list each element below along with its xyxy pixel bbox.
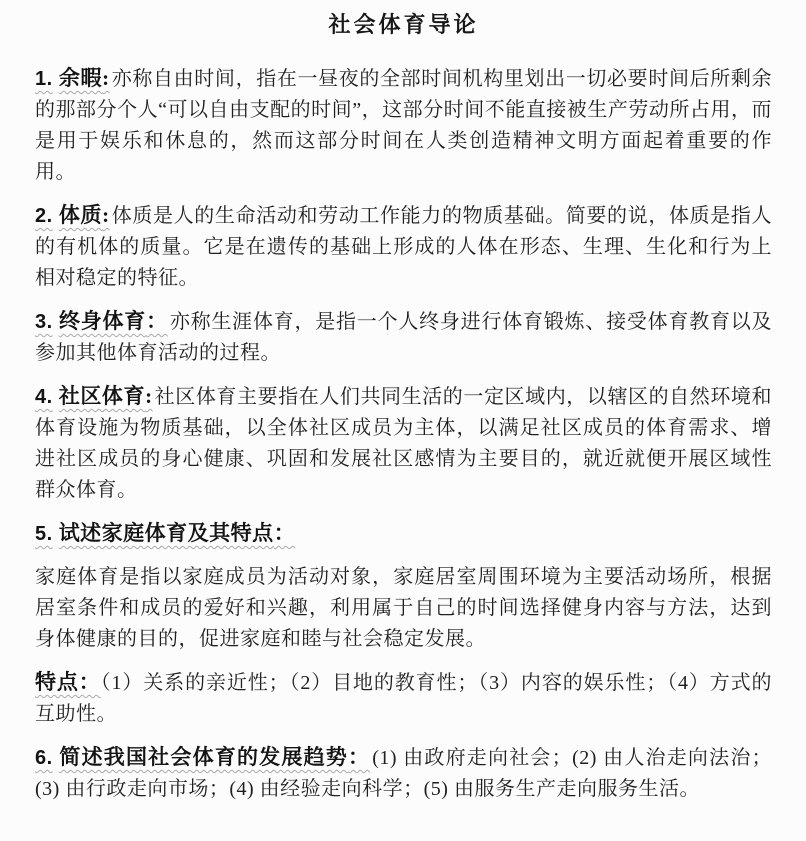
- item-6-body: (1) 由政府走向社会；(2) 由人治走向法治；(3) 由行政走向市场；(4) 由经验走向科学；(5) 由服务生产走向服务生活。: [35, 747, 773, 800]
- item-6-number: 6.: [35, 747, 53, 769]
- item-2-body: 体质是人的生命活动和劳动工作能力的物质基础。简要的说，体质是指人的有机体的质量。它是在遗传的基础上形成的人体在形态、生理、生化和行为上相对稳定的特征。: [35, 205, 773, 289]
- features-line: [35, 667, 772, 730]
- item-4-number: 4.: [35, 386, 53, 408]
- document-title: 社会体育导论: [328, 12, 479, 37]
- item-3-body: 亦称生涯体育，是指一个人终身进行体育锻炼、接受体育教育以及参加其他体育活动的过程。: [35, 311, 773, 364]
- item-5-term: 试述家庭体育及其特点: [58, 521, 274, 545]
- item-3-number: 3.: [35, 311, 53, 333]
- item-2-colon: :: [102, 203, 110, 227]
- question-item-5: [35, 518, 772, 550]
- item-3-heading: [35, 309, 170, 333]
- item-3-term: 终身体育: [58, 309, 147, 333]
- item-4-term: 社区体育: [58, 384, 146, 408]
- item-2-number: 2.: [35, 205, 53, 227]
- item-1-heading: [35, 66, 112, 90]
- item-6-heading: [35, 745, 372, 769]
- question-item-6: [35, 742, 772, 805]
- item-1-colon: :: [102, 66, 110, 90]
- features-label: 特点：: [35, 670, 101, 694]
- item-5-colon: ：: [273, 521, 296, 545]
- item-2-term: 体质: [58, 203, 103, 227]
- item-4-body: 社区体育主要指在人们共同生活的一定区域内，以辖区的自然环境和体育设施为物质基础，以全体社区成员为主体，以满足社区成员的体育需求、增进社区成员的身心健康、巩固和发展社区感情为主要目的，就近就便开展区域性群众体育。: [35, 386, 773, 501]
- item-5-heading: [35, 521, 297, 545]
- definition-item-2: [35, 200, 772, 294]
- item-1-body: 亦称自由时间，指在一昼夜的全部时间机构里划出一切必要时间后所剩余的那部分个人“可以自由支配的时间”，这部分时间不能直接被生产劳动所占用，而是用于娱乐和休息的，然而这部分时间在人类创造精神文明方面起着重要的作用。: [35, 68, 773, 183]
- item-1-term: 余暇: [58, 66, 103, 90]
- item-6-term: 简述我国社会体育的发展趋势: [58, 745, 348, 769]
- definition-item-4: [35, 381, 772, 506]
- item-5-number: 5.: [35, 523, 53, 545]
- item-2-heading: [35, 203, 112, 227]
- item-3-colon: ：: [146, 309, 168, 333]
- item-4-heading: [35, 384, 155, 408]
- item-1-number: 1.: [35, 68, 53, 90]
- features-body: （1）关系的亲近性；（2）目地的教育性；（3）内容的娱乐性；（4）方式的互助性。: [35, 672, 773, 725]
- item-6-colon: ：: [347, 745, 371, 769]
- definition-item-3: [35, 306, 772, 369]
- item-4-colon: :: [145, 384, 153, 408]
- definition-item-1: [35, 63, 772, 188]
- family-sport-paragraph: 家庭体育是指以家庭成员为活动对象，家庭居室周围环境为主要活动场所，根据居室条件和成员的爱好和兴趣，利用属于自己的时间选择健身内容与方法，达到身体健康的目的，促进家庭和睦与社会稳定发展。: [35, 566, 772, 650]
